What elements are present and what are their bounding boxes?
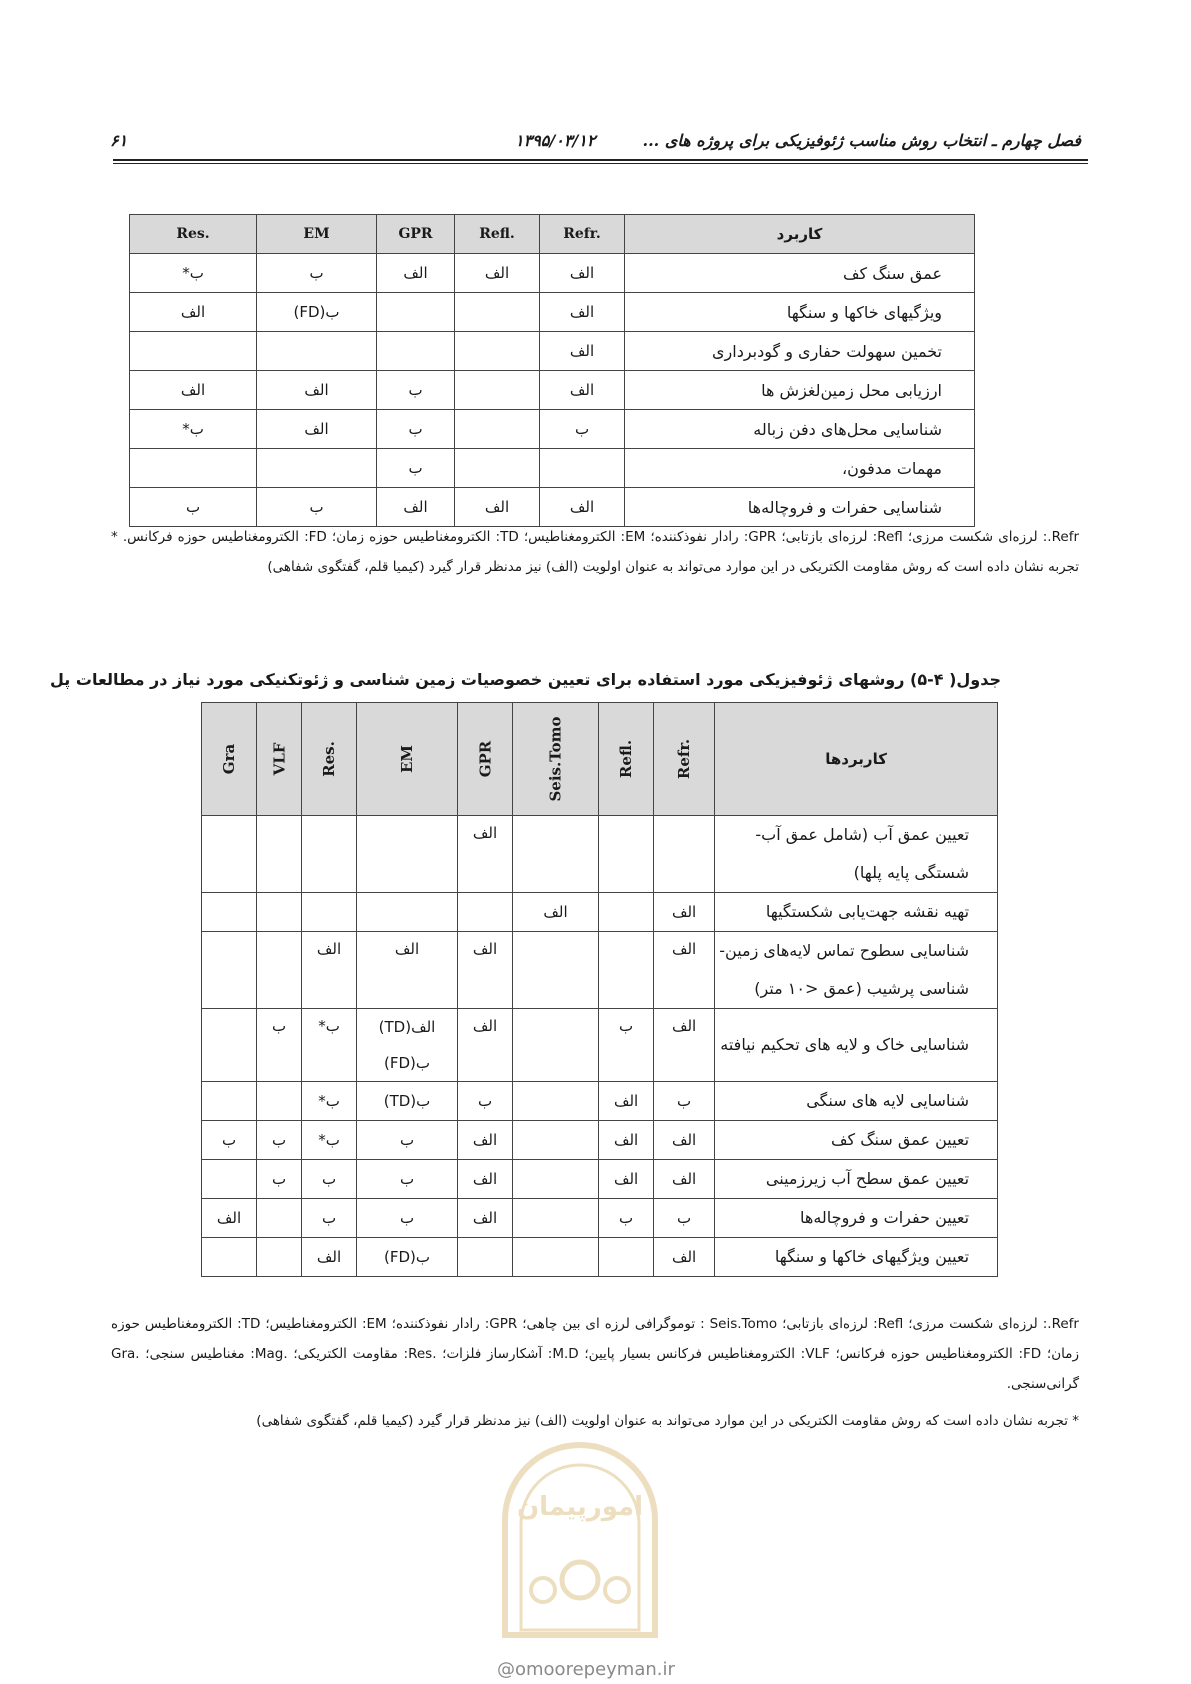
cell-em: [257, 332, 377, 371]
cell-res: ب*: [302, 1009, 357, 1082]
cell-gpr: ب: [458, 1082, 513, 1121]
cell-refr: الف: [654, 1121, 715, 1160]
table-header-row: [202, 703, 998, 816]
col-res-label: Res.: [320, 741, 338, 777]
col-refl-label: Refl.: [617, 739, 636, 779]
table-row: [202, 1082, 998, 1121]
cell-seis-tomo: [513, 1009, 599, 1082]
cell-res: ب: [130, 488, 257, 527]
cell-refr: الف: [540, 293, 625, 332]
cell-application: تعیین حفرات و فروچاله‌ها: [715, 1199, 998, 1238]
cell-application: مهمات مدفون،: [625, 449, 975, 488]
cell-refr: ب: [654, 1082, 715, 1121]
cell-application: تهیه نقشه جهت‌یابی شکستگیها: [715, 893, 998, 932]
cell-res: ب*: [130, 410, 257, 449]
col-res: Res.: [130, 215, 257, 254]
col-application: کاربرد: [625, 215, 975, 254]
cell-application: شناسایی خاک و لایه های تحکیم نیافته: [715, 1009, 998, 1082]
cell-em: ب: [257, 488, 377, 527]
cell-refl: [599, 932, 654, 1009]
cell-vlf: ب: [257, 1121, 302, 1160]
cell-em: ب: [357, 1199, 458, 1238]
cell-refl: [455, 371, 540, 410]
cell-vlf: ب: [257, 1160, 302, 1199]
cell-vlf: [257, 1238, 302, 1277]
cell-refl: [455, 332, 540, 371]
cell-gpr: الف: [377, 488, 455, 527]
col-em: EM: [257, 215, 377, 254]
cell-application: تعیین عمق آب (شامل عمق آب-شستگی پایه پلها): [715, 816, 998, 893]
bridge-methods-table: [201, 702, 998, 1277]
cell-refl: ب: [599, 1009, 654, 1082]
cell-refr: الف: [654, 932, 715, 1009]
table-row: [130, 449, 975, 488]
table1-legend-note: Refr.: لرزه‌ای شکست مرزی؛ Refl: لرزه‌ای بازتابی؛ GPR: رادار نفوذکننده؛ EM: الکترومغناطیس؛ TD: الکترومغناطیس حوزه زمان؛ FD: الکترومغناطیس حوزه فرکانس. * تجربه نشان داده است که روش مقاومت الکتریکی در این موارد می‌تواند به عنوان اولویت (الف) نیز مدنظر قرار گیرد (کیمیا قلم، گفتگوی شفاهی): [111, 529, 1079, 575]
cell-gra: [202, 893, 257, 932]
cell-seis-tomo: [513, 1160, 599, 1199]
cell-res: ب*: [302, 1082, 357, 1121]
cell-gra: [202, 1160, 257, 1199]
cell-gpr: ب: [377, 449, 455, 488]
cell-application: تعیین ویژگیهای خاکها و سنگها: [715, 1238, 998, 1277]
table-row: [202, 1199, 998, 1238]
cell-gpr: [458, 1238, 513, 1277]
header-rule: [113, 159, 1088, 161]
col-refr: [654, 703, 715, 816]
cell-res: [130, 332, 257, 371]
cell-gpr: [458, 893, 513, 932]
table-row: [130, 488, 975, 527]
cell-em: ب(FD): [357, 1238, 458, 1277]
cell-gpr: الف: [377, 254, 455, 293]
cell-refl: [455, 449, 540, 488]
cell-gpr: ب: [377, 410, 455, 449]
cell-gpr: [377, 332, 455, 371]
table-row: [130, 293, 975, 332]
cell-refr: الف: [540, 332, 625, 371]
cell-refr: الف: [654, 1009, 715, 1082]
col-refl: [599, 703, 654, 816]
cell-em: ب(TD): [357, 1082, 458, 1121]
col-gpr: [458, 703, 513, 816]
cell-refl: [599, 1238, 654, 1277]
cell-application: تعیین عمق سطح آب زیرزمینی: [715, 1160, 998, 1199]
col-applications: کاربردها: [715, 703, 998, 816]
col-vlf-label: VLF: [270, 742, 288, 776]
col-seis-tomo-label: Seis.Tomo: [546, 716, 565, 802]
cell-gpr: الف: [458, 816, 513, 893]
cell-em: ب: [257, 254, 377, 293]
svg-text:امورپیمان: امورپیمان: [516, 1492, 644, 1522]
cell-res: [302, 893, 357, 932]
cell-refl: الف: [599, 1160, 654, 1199]
col-refr: Refr.: [540, 215, 625, 254]
cell-gra: [202, 1238, 257, 1277]
cell-gpr: ب: [377, 371, 455, 410]
cell-gpr: [377, 293, 455, 332]
cell-gra: [202, 816, 257, 893]
cell-vlf: [257, 1082, 302, 1121]
table-row: [202, 932, 998, 1009]
table-row: [202, 816, 998, 893]
cell-application: شناسایی محل‌های دفن زباله: [625, 410, 975, 449]
cell-refl: الف: [599, 1121, 654, 1160]
cell-refr: الف: [654, 1238, 715, 1277]
table-row: [130, 410, 975, 449]
cell-refl: [599, 816, 654, 893]
cell-refl: الف: [599, 1082, 654, 1121]
cell-vlf: [257, 893, 302, 932]
cell-res: [130, 449, 257, 488]
table-row: [130, 332, 975, 371]
cell-em: الف: [257, 371, 377, 410]
cell-application: ویژگیهای خاکها و سنگها: [625, 293, 975, 332]
cell-gra: ب: [202, 1121, 257, 1160]
cell-refr: [654, 816, 715, 893]
table-row: [202, 1160, 998, 1199]
cell-refr: الف: [654, 1160, 715, 1199]
cell-application: تخمین سهولت حفاری و گودبرداری: [625, 332, 975, 371]
table-row: [202, 893, 998, 932]
cell-res: ب: [302, 1199, 357, 1238]
col-vlf: [257, 703, 302, 816]
cell-application: شناسایی حفرات و فروچاله‌ها: [625, 488, 975, 527]
cell-application: شناسایی سطوح تماس لایه‌های زمین-شناسی پرشیب (عمق <۱۰ متر): [715, 932, 998, 1009]
header-rule-thin: [113, 163, 1088, 164]
cell-em: ب: [357, 1160, 458, 1199]
col-em: [357, 703, 458, 816]
cell-gpr: الف: [458, 1199, 513, 1238]
cell-vlf: [257, 932, 302, 1009]
col-gpr: GPR: [377, 215, 455, 254]
cell-seis-tomo: [513, 932, 599, 1009]
cell-application: عمق سنگ کف: [625, 254, 975, 293]
applications-table: [129, 214, 975, 527]
cell-seis-tomo: [513, 1082, 599, 1121]
cell-em: [357, 816, 458, 893]
col-gra-label: Gra: [220, 743, 238, 775]
cell-gpr: الف: [458, 1121, 513, 1160]
cell-refl: الف: [455, 488, 540, 527]
col-refl: Refl.: [455, 215, 540, 254]
chapter-title: فصل چهارم ـ انتخاب روش مناسب ژئوفیزیکی برای پروژه های ...: [642, 131, 1081, 150]
table-header-row: [130, 215, 975, 254]
cell-res: [302, 816, 357, 893]
cell-em: ب(FD): [257, 293, 377, 332]
cell-refr: ب: [654, 1199, 715, 1238]
table-row: [202, 1238, 998, 1277]
cell-seis-tomo: [513, 1238, 599, 1277]
cell-em: الف(TD) ب(FD): [357, 1009, 458, 1082]
cell-gpr: الف: [458, 1160, 513, 1199]
cell-em: الف: [357, 932, 458, 1009]
cell-refr: الف: [540, 371, 625, 410]
cell-seis-tomo: الف: [513, 893, 599, 932]
cell-res: الف: [302, 932, 357, 1009]
cell-em: الف: [257, 410, 377, 449]
cell-em: ب: [357, 1121, 458, 1160]
site-watermark: @omoorepeyman.ir: [497, 1659, 675, 1680]
cell-vlf: [257, 816, 302, 893]
table-row: [202, 1121, 998, 1160]
cell-refr: [540, 449, 625, 488]
cell-gra: [202, 1082, 257, 1121]
cell-application: ارزیابی محل زمین‌لغزش ها: [625, 371, 975, 410]
cell-refr: الف: [540, 488, 625, 527]
cell-refl: [599, 893, 654, 932]
table2-caption: جدول( ۴-۵) روشهای ژئوفیزیکی مورد استفاده برای تعیین خصوصیات زمین شناسی و ژئوتکنیکی مورد نیاز در مطالعات پل: [50, 670, 1001, 689]
table-row: [130, 371, 975, 410]
cell-application: تعیین عمق سنگ کف: [715, 1121, 998, 1160]
table2-footnote: * تجربه نشان داده است که روش مقاومت الکتریکی در این موارد می‌تواند به عنوان اولویت (الف) نیز مدنظر قرار گیرد (کیمیا قلم، گفتگوی شفاهی): [256, 1413, 1079, 1429]
cell-res: ب*: [302, 1121, 357, 1160]
cell-refl: ب: [599, 1199, 654, 1238]
cell-gra: [202, 1009, 257, 1082]
cell-res: الف: [130, 371, 257, 410]
cell-em: [257, 449, 377, 488]
cell-gpr: الف: [458, 1009, 513, 1082]
cell-refl: [455, 410, 540, 449]
seal-logo: [485, 1440, 675, 1640]
table-row: [130, 254, 975, 293]
cell-seis-tomo: [513, 816, 599, 893]
page-number: ۶۱: [110, 131, 128, 150]
cell-vlf: [257, 1199, 302, 1238]
col-res: [302, 703, 357, 816]
cell-res: الف: [302, 1238, 357, 1277]
cell-seis-tomo: [513, 1199, 599, 1238]
table-row: [202, 1009, 998, 1082]
cell-gra: [202, 932, 257, 1009]
cell-refr: الف: [540, 254, 625, 293]
col-gpr-label: GPR: [476, 740, 494, 778]
cell-refr: الف: [654, 893, 715, 932]
cell-gpr: الف: [458, 932, 513, 1009]
cell-refl: [455, 293, 540, 332]
header-date: ۱۳۹۵/۰۳/۱۲: [515, 131, 596, 150]
cell-gra: الف: [202, 1199, 257, 1238]
cell-application: شناسایی لایه های سنگی: [715, 1082, 998, 1121]
col-em-label: EM: [397, 744, 416, 774]
cell-refl: الف: [455, 254, 540, 293]
cell-res: ب*: [130, 254, 257, 293]
table2-legend-note: Refr.: لرزه‌ای شکست مرزی؛ Refl: لرزه‌ای بازتابی؛ Seis.Tomo : توموگرافی لرزه ای بین چاهی؛ GPR: رادار نفوذکننده؛ EM: الکترومغناطیس؛ TD: الکترومغناطیس حوزه زمان؛ FD: الکترومغناطیس حوزه فرکانس؛ VLF: الکترومغناطیس فرکانس بسیار پایین؛ M.D: آشکارساز فلزات؛ .Res: مقاومت الکتریکی؛ .Mag: مغناطیس سنجی؛ .Gra گرانی‌سنجی.: [111, 1316, 1079, 1392]
cell-res: الف: [130, 293, 257, 332]
col-seis-tomo: [513, 703, 599, 816]
cell-vlf: ب: [257, 1009, 302, 1082]
cell-seis-tomo: [513, 1121, 599, 1160]
col-refr-label: Refr.: [675, 738, 694, 780]
col-gra: [202, 703, 257, 816]
cell-em: [357, 893, 458, 932]
cell-res: ب: [302, 1160, 357, 1199]
cell-refr: ب: [540, 410, 625, 449]
